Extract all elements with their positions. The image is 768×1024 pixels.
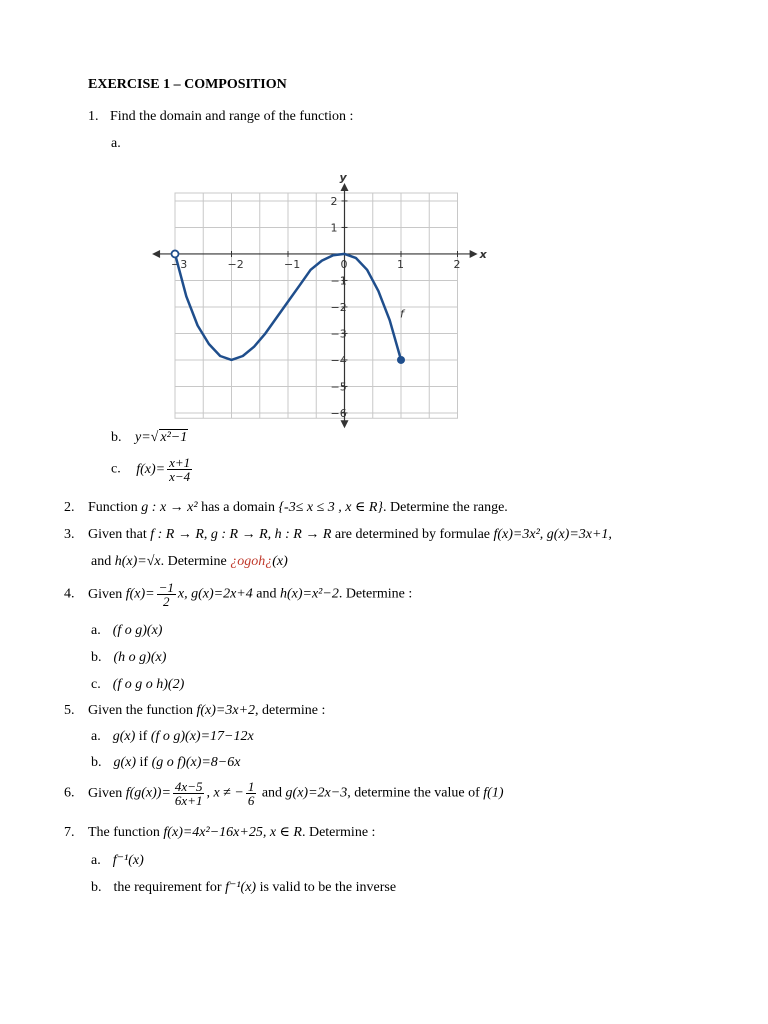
q1-b: b. y=√ x²−1 <box>111 430 188 445</box>
q1-a-label: a. <box>111 136 121 151</box>
q4-pre: Given <box>88 586 126 602</box>
q1-b-lhs: y= <box>135 430 151 445</box>
question-number: 2. <box>64 500 75 515</box>
x-tick-label: 2 <box>453 257 461 271</box>
item-expr: (h o g)(x) <box>113 650 167 665</box>
q3-formulae: f(x)=3x², g(x)=3x+1, <box>493 527 612 542</box>
item-expr: f⁻¹(x) <box>225 880 257 895</box>
q6-fraction-2 <box>246 780 257 807</box>
question-5 <box>64 703 325 719</box>
question-number: 4. <box>64 586 75 602</box>
q6-lhs: f(g(x))= <box>125 785 171 801</box>
item-cond: (g o f)(x)=8−6x <box>151 755 241 770</box>
y-tick-label: −1 <box>330 274 347 288</box>
denominator: x−4 <box>169 469 191 484</box>
q7-item-b <box>91 879 396 896</box>
item-label: a. <box>91 623 101 638</box>
numerator: 4x−5 <box>174 779 203 794</box>
item-label: a. <box>91 853 101 868</box>
q5-item-a <box>91 729 254 745</box>
y-tick-label: 2 <box>330 194 338 208</box>
q1-b-radicand: x²−1 <box>160 430 188 445</box>
item-expr: (f o g o h)(2) <box>112 677 185 692</box>
q2-domain: {-3≤ x ≤ 3 , x ∈ R} <box>278 500 384 515</box>
q5-fdef: f(x)=3x+2 <box>196 703 256 718</box>
q5-pre: Given the function <box>88 703 197 718</box>
q4-f-fraction <box>157 581 176 608</box>
x-tick-label: 0 <box>340 257 348 271</box>
q3-pre: Given that <box>88 527 151 542</box>
q6-fraction-1 <box>173 780 205 807</box>
question-4 <box>64 581 412 608</box>
q7-fdef: f(x)=4x²−16x+25, x ∈ R <box>163 825 302 840</box>
y-axis-arrow-down <box>341 420 349 428</box>
x-tick-label: −1 <box>284 257 301 271</box>
y-axis-label: y <box>339 171 347 185</box>
function-graph <box>130 160 490 430</box>
item-if: if <box>135 729 151 744</box>
q7-post: . Determine : <box>301 825 376 840</box>
x-axis-arrow-right <box>470 250 478 258</box>
q3-line2-mid: . Determine <box>160 554 231 569</box>
q6-post: , determine the value of <box>347 785 484 801</box>
q3-determine-red: ¿ogoh¿ <box>230 554 273 569</box>
q1-c-lhs: f(x)= <box>136 461 166 477</box>
y-tick-label: −6 <box>330 406 347 420</box>
q6-cond: , x ≠ − <box>206 785 244 801</box>
q4-and: and <box>252 586 280 602</box>
q1-c-fraction <box>167 456 192 483</box>
item-label: c. <box>91 677 101 692</box>
graph-grid <box>175 193 458 418</box>
item-lhs: g(x) <box>113 755 137 770</box>
numerator: −1 <box>158 580 174 595</box>
item-pre: the requirement for <box>113 880 226 895</box>
q6-pre: Given <box>88 785 126 801</box>
question-number: 5. <box>64 703 75 718</box>
q5-post: , determine : <box>255 703 326 718</box>
question-text: Find the domain and range of the function : <box>110 109 354 124</box>
q7-item-a <box>91 852 144 869</box>
q1-c <box>111 456 194 483</box>
q6-g-def: g(x)=2x−3 <box>285 785 348 801</box>
item-cond: (f o g)(x)=17−12x <box>150 729 254 744</box>
q3-mid: are determined by formulae <box>331 527 494 542</box>
question-3-line1 <box>64 527 612 543</box>
question-7 <box>64 824 375 841</box>
closed-endpoint <box>397 356 405 364</box>
question-number: 7. <box>64 825 75 840</box>
q4-item-b <box>91 650 166 666</box>
y-tick-label: 1 <box>330 221 338 235</box>
q4-f-lhs: f(x)= <box>125 586 155 602</box>
q3-determine-tail: (x) <box>272 554 288 569</box>
y-tick-label: −4 <box>330 353 347 367</box>
x-tick-label: 1 <box>397 257 404 271</box>
denominator: 6x+1 <box>174 793 203 808</box>
question-3-line2 <box>91 554 288 570</box>
x-axis-arrow-left <box>152 250 160 258</box>
denominator: 6 <box>247 793 255 808</box>
q4-f-tail: x, <box>177 586 188 602</box>
item-if: if <box>136 755 152 770</box>
x-tick-label: −3 <box>171 257 188 271</box>
question-1 <box>88 109 353 125</box>
y-tick-label: −2 <box>330 300 347 314</box>
item-expr: f⁻¹(x) <box>112 853 144 868</box>
q7-pre: The function <box>88 825 164 840</box>
y-axis-arrow-up <box>341 183 349 191</box>
q4-g-def: g(x)=2x+4 <box>191 586 253 602</box>
q2-post: . Determine the range. <box>383 500 508 515</box>
item-label: b. <box>91 755 102 770</box>
x-axis-label: x <box>479 247 487 261</box>
y-tick-label: −5 <box>330 380 347 394</box>
question-number: 3. <box>64 527 75 542</box>
q6-target: f(1) <box>483 785 504 801</box>
question-6 <box>64 780 503 807</box>
q3-maps: f : R → R, g : R → R, h : R → R <box>150 527 332 542</box>
q2-map: g : x → x² <box>141 500 198 515</box>
item-label: a. <box>91 729 101 744</box>
question-number: 1. <box>88 109 99 124</box>
q6-and: and <box>258 785 286 801</box>
exercise-title: EXERCISE 1 – COMPOSITION <box>88 77 287 92</box>
item-expr: (f o g)(x) <box>112 623 163 638</box>
q3-line2-pre: and <box>91 554 115 569</box>
numerator: x+1 <box>169 455 191 470</box>
denominator: 2 <box>162 594 170 609</box>
q5-item-b <box>91 755 240 771</box>
y-tick-label: −3 <box>330 327 347 341</box>
item-post: is valid to be the inverse <box>256 880 397 895</box>
q4-post: . Determine : <box>338 586 413 602</box>
question-2 <box>64 499 508 516</box>
item-label: b. <box>91 880 102 895</box>
q2-mid: has a domain <box>197 500 279 515</box>
q1-c-label: c. <box>111 461 121 477</box>
x-tick-label: −2 <box>227 257 244 271</box>
q1-b-label: b. <box>111 430 122 445</box>
q3-hx: h(x)=√x <box>114 554 161 569</box>
numerator: 1 <box>247 779 255 794</box>
q4-item-c <box>91 677 184 693</box>
item-label: b. <box>91 650 102 665</box>
question-number: 6. <box>64 785 75 801</box>
q4-item-a <box>91 623 162 639</box>
q4-h-def: h(x)=x²−2 <box>279 586 339 602</box>
item-lhs: g(x) <box>112 729 136 744</box>
open-endpoint <box>172 250 179 257</box>
curve-label: f <box>400 307 404 321</box>
graph-axes <box>152 171 488 428</box>
q2-pre: Function <box>88 500 142 515</box>
